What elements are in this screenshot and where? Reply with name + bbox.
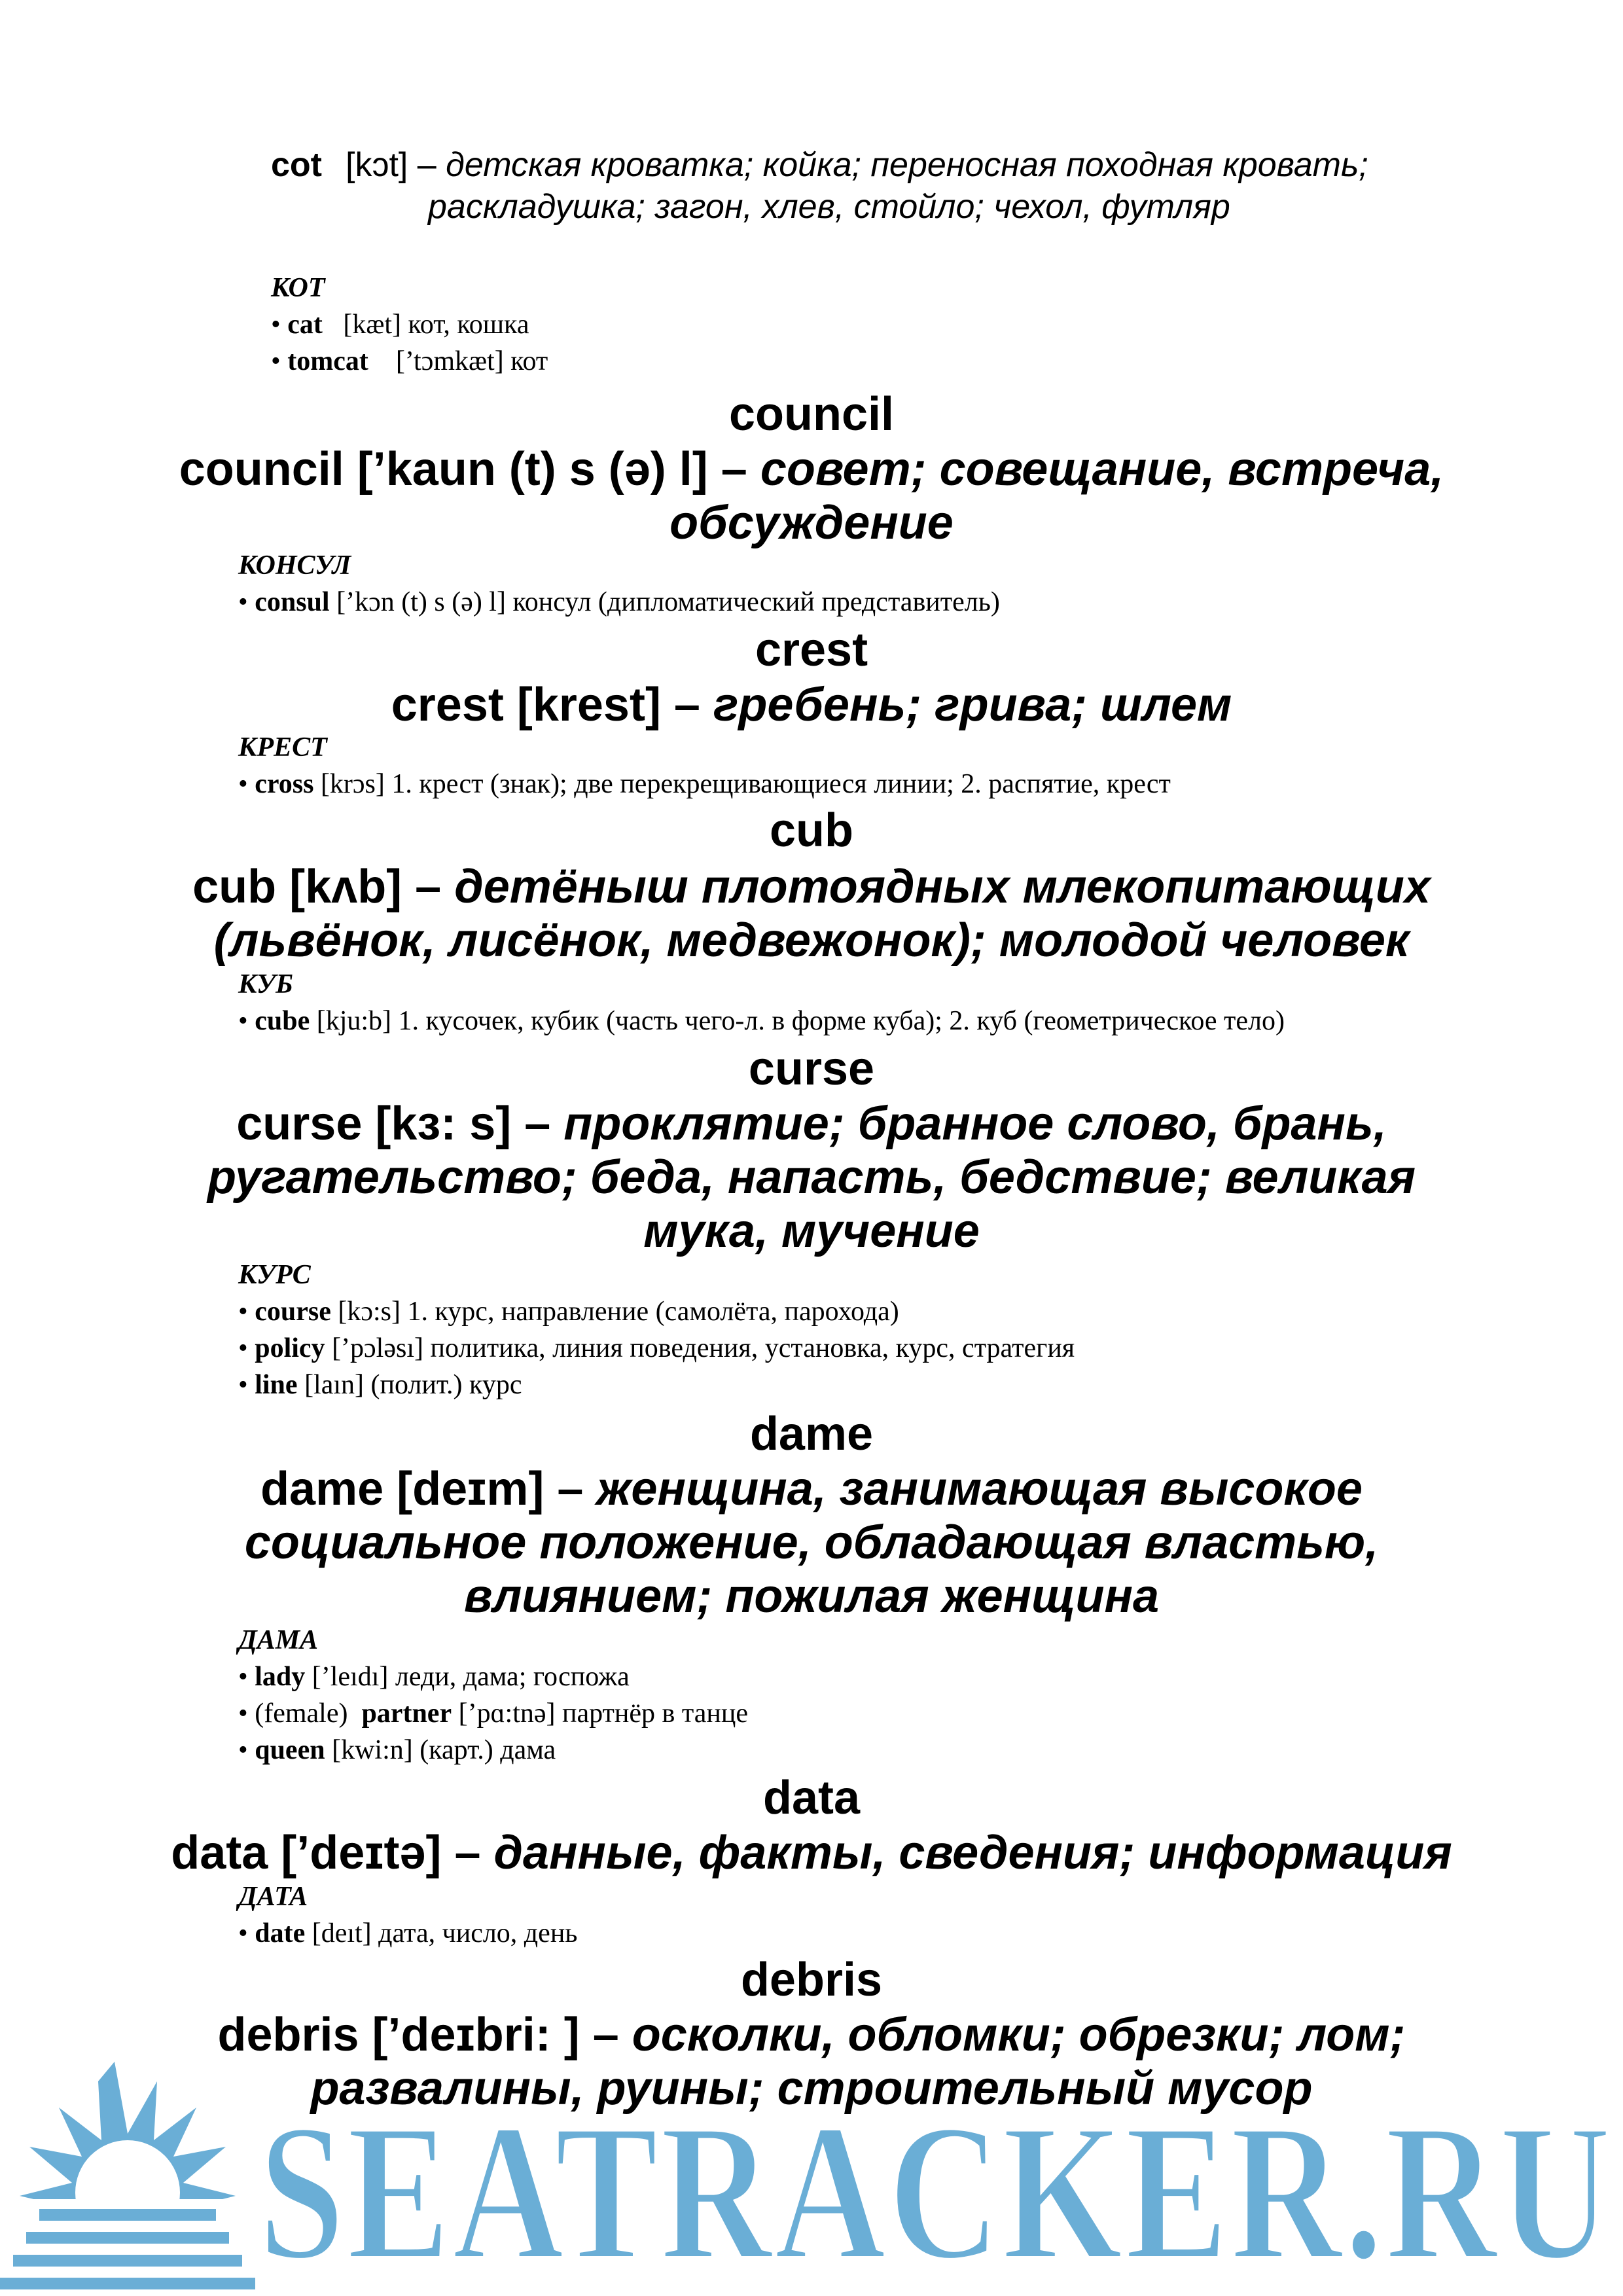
entry-term: debris [’deɪbri: ] – xyxy=(217,2009,619,2061)
headword-curse: curse xyxy=(748,1043,875,1095)
related-cot xyxy=(271,270,548,380)
related-item: • cross [krɔs] 1. крест (знак); две перекрещивающиеся линии; 2. распятие, крест xyxy=(238,769,1171,799)
entry-definition: гребень; грива; шлем xyxy=(713,679,1232,731)
entry-council xyxy=(157,442,1466,550)
related-text: [’leıdı] леди, дама; госпожа xyxy=(312,1662,630,1692)
related-text: [kju:b] 1. кусочек, кубик (часть чего-л. в форме куба); 2. куб (геометрическое тело) xyxy=(316,1006,1285,1036)
entry-crest xyxy=(157,678,1466,732)
related-item: • lady [’leıdı] леди, дама; госпожа xyxy=(238,1662,630,1692)
headword-council: council xyxy=(728,388,895,440)
headword-debris: debris xyxy=(740,1954,883,2006)
related-dame xyxy=(238,1622,748,1768)
entry-definition: данные, факты, сведения; информация xyxy=(493,1827,1452,1879)
entry-definition: детёныш плотоядных млекопитающих (львёнок, лисёнок, медвежонок); молодой человек xyxy=(213,861,1431,967)
related-text: [laın] (полит.) курс xyxy=(304,1370,522,1400)
related-item: • queen [kwi:n] (карт.) дама xyxy=(238,1735,556,1765)
entry-definition: проклятие; бранное слово, брань, ругательство; беда, напасть, бедствие; великая мука, мучение xyxy=(207,1098,1416,1257)
entry-cub xyxy=(157,860,1466,967)
related-text: [’kɔn (t) s (ə) l] консул (дипломатический представитель) xyxy=(336,587,1000,617)
entry-definition: совет; совещание, встреча, обсуждение xyxy=(669,443,1444,549)
related-item: • consul [’kɔn (t) s (ə) l] консул (дипломатический представитель) xyxy=(238,587,1000,617)
related-heading: ДАТА xyxy=(238,1882,308,1912)
related-item: • line [laın] (полит.) курс xyxy=(238,1370,522,1400)
related-item: • tomcat [’tɔmkæt] кот xyxy=(271,346,548,376)
related-word: line xyxy=(255,1370,298,1400)
related-item: • date [deıt] дата, число, день xyxy=(238,1918,578,1948)
entry-data xyxy=(92,1826,1531,1880)
related-item: • course [kɔ:s] 1. курс, направление (самолёта, парохода) xyxy=(238,1297,899,1327)
related-item: • policy [’pɔləsı] политика, линия поведения, установка, курс, стратегия xyxy=(238,1333,1075,1363)
related-item: • (female) partner [’pɑ:tnə] партнёр в танце xyxy=(238,1698,748,1729)
related-text: [’pɔləsı] политика, линия поведения, установка, курс, стратегия xyxy=(332,1333,1075,1363)
related-word: cross xyxy=(255,769,314,799)
related-text: [deıt] дата, число, день xyxy=(312,1918,578,1948)
sun-icon xyxy=(0,2062,255,2296)
related-cub xyxy=(238,966,1285,1039)
related-heading: КУРС xyxy=(238,1260,311,1290)
headword-dame: dame xyxy=(749,1408,874,1460)
related-heading: ДАМА xyxy=(238,1625,319,1655)
related-word: queen xyxy=(255,1735,325,1765)
related-text: [kɔ:s] 1. курс, направление (самолёта, парохода) xyxy=(338,1297,899,1327)
related-heading: КОТ xyxy=(271,273,325,303)
cot-definition-line1: детская кроватка; койка; переносная походная кровать; xyxy=(446,146,1368,184)
entry-cot xyxy=(271,144,1514,228)
entry-term: council [’kaun (t) s (ə) l] – xyxy=(179,443,747,495)
related-council xyxy=(238,547,1000,620)
entry-definition: осколки, обломки; обрезки; лом; развалины, руины; строительный мусор xyxy=(310,2009,1406,2115)
entry-curse xyxy=(157,1097,1466,1258)
entry-definition: женщина, занимающая высокое социальное положение, обладающая властью, влиянием; пожилая женщина xyxy=(244,1463,1379,1623)
related-word: tomcat xyxy=(287,346,368,376)
related-word: policy xyxy=(255,1333,325,1363)
related-word: consul xyxy=(255,587,330,617)
cot-word: cot xyxy=(271,146,322,184)
related-item: • cube [kju:b] 1. кусочек, кубик (часть чего-л. в форме куба); 2. куб (геометрическое тело) xyxy=(238,1006,1285,1036)
related-heading: КРЕСТ xyxy=(238,732,327,762)
entry-term: crest [krest] – xyxy=(391,679,700,731)
related-word: partner xyxy=(361,1698,452,1729)
watermark xyxy=(0,2042,1623,2296)
related-word: course xyxy=(255,1297,331,1327)
related-text: [’tɔmkæt] кот xyxy=(395,346,548,376)
headword-cub: cub xyxy=(769,804,853,857)
headword-crest: crest xyxy=(755,624,868,676)
entry-dame xyxy=(157,1462,1466,1623)
related-word: date xyxy=(255,1918,306,1948)
entry-term: cub [kʌb] – xyxy=(192,861,442,913)
related-text: [kæt] кот, кошка xyxy=(343,310,529,340)
cot-definition-line2: раскладушка; загон, хлев, стойло; чехол, футляр xyxy=(428,188,1230,226)
entry-term: dame [deɪm] – xyxy=(260,1463,584,1515)
related-prefix: (female) xyxy=(255,1698,348,1729)
cot-transcription: [kɔt] – xyxy=(346,146,437,184)
related-word: cat xyxy=(287,310,323,340)
related-heading: КОНСУЛ xyxy=(238,550,351,581)
related-heading: КУБ xyxy=(238,969,293,999)
entry-term: data [’deɪtə] – xyxy=(171,1827,481,1879)
related-crest xyxy=(238,729,1171,802)
related-item: • cat [kæt] кот, кошка xyxy=(271,310,529,340)
related-data xyxy=(238,1878,577,1952)
related-text: [’pɑ:tnə] партнёр в танце xyxy=(458,1698,748,1729)
related-text: [krɔs] 1. крест (знак); две перекрещивающиеся линии; 2. распятие, крест xyxy=(320,769,1171,799)
related-word: lady xyxy=(255,1662,306,1692)
watermark-text: SEATRACKER.RU xyxy=(259,2083,1613,2296)
headword-data: data xyxy=(762,1772,861,1824)
entry-term: curse [kɜ: s] – xyxy=(236,1098,551,1150)
related-text: [kwi:n] (карт.) дама xyxy=(332,1735,556,1765)
related-curse xyxy=(238,1257,1075,1403)
related-word: cube xyxy=(255,1006,310,1036)
